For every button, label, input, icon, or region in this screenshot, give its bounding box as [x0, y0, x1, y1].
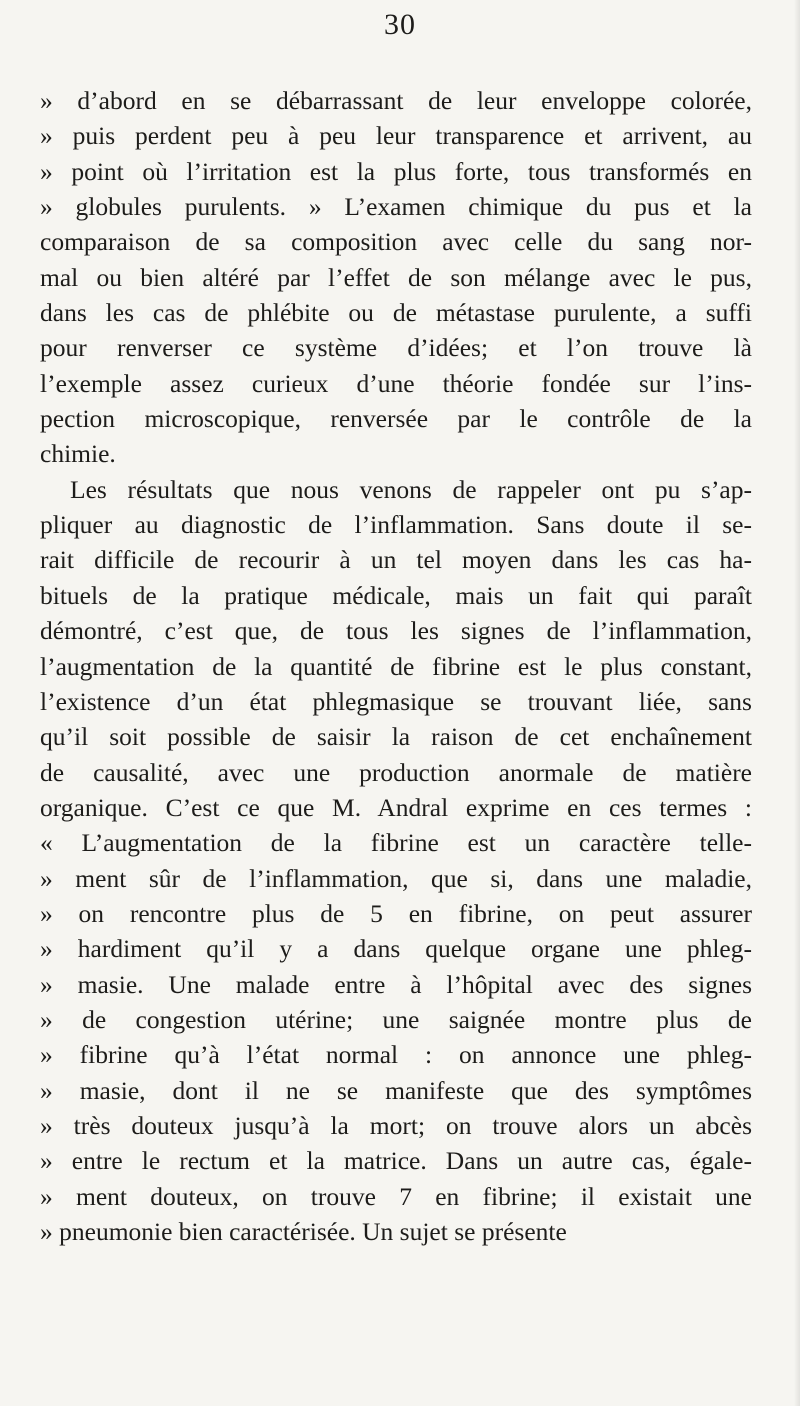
text-line: » pneumonie bien caractérisée. Un sujet se présente — [40, 1217, 567, 1246]
text-line: » globules purulents. » L’examen chimique du pus et la — [40, 192, 752, 222]
text-line: démontré, c’est que, de tous les signes de l’inflammation, — [40, 616, 752, 646]
text-line: » masie. Une malade entre à l’hôpital avec des signes — [40, 969, 752, 999]
text-line: l’existence d’un état phlegmasique se trouvant liée, sans — [40, 686, 752, 716]
text-line: Les résultats que nous venons de rappeler ont pu s’ap- — [70, 474, 752, 504]
text-line: » ment douteux, on trouve 7 en fibrine; il existait une — [40, 1181, 752, 1211]
text-line: organique. C’est ce que M. Andral exprime en ces termes : — [40, 792, 752, 822]
text-line: » entre le rectum et la matrice. Dans un autre cas, égale- — [40, 1146, 752, 1176]
text-line: » d’abord en se débarrassant de leur enveloppe colorée, — [40, 86, 752, 115]
text-line: bituels de la pratique médicale, mais un fait qui paraît — [40, 580, 752, 610]
text-line: » très douteux jusqu’à la mort; on trouve alors un abcès — [40, 1110, 752, 1140]
text-line: » de congestion utérine; une saignée montre plus de — [40, 1004, 752, 1034]
page-edge-shadow — [794, 0, 800, 1406]
text-line: pour renverser ce système d’idées; et l’on trouve là — [40, 333, 752, 363]
text-line: qu’il soit possible de saisir la raison de cet enchaînement — [40, 722, 752, 752]
text-line: dans les cas de phlébite ou de métastase purulente, a suffi — [40, 298, 752, 328]
text-line: pliquer au diagnostic de l’inflammation. Sans doute il se- — [40, 510, 752, 540]
text-line: l’exemple assez curieux d’une théorie fondée sur l’ins- — [40, 368, 752, 398]
text-line: » point où l’irritation est la plus forte, tous transformés en — [40, 156, 752, 186]
text-line: » puis perdent peu à peu leur transparence et arrivent, au — [40, 121, 752, 151]
body-text — [40, 83, 752, 1249]
text-line: rait difficile de recourir à un tel moyen dans les cas ha- — [40, 545, 752, 575]
page-number: 30 — [384, 8, 416, 41]
text-line: » ment sûr de l’inflammation, que si, dans une maladie, — [40, 863, 752, 893]
text-line: comparaison de sa composition avec celle du sang nor- — [40, 227, 752, 257]
text-line: de causalité, avec une production anormale de matière — [40, 757, 752, 787]
text-line: » hardiment qu’il y a dans quelque organe une phleg- — [40, 934, 752, 964]
text-line: » on rencontre plus de 5 en fibrine, on peut assurer — [40, 898, 752, 928]
text-line: » fibrine qu’à l’état normal : on annonce une phleg- — [40, 1040, 752, 1070]
text-line: l’augmentation de la quantité de fibrine est le plus constant, — [40, 651, 752, 681]
text-line: pection microscopique, renversée par le contrôle de la — [40, 404, 752, 434]
text-line: « L’augmentation de la fibrine est un caractère telle- — [40, 828, 752, 858]
text-line: » masie, dont il ne se manifeste que des symptômes — [40, 1075, 752, 1105]
text-line: chimie. — [40, 439, 116, 469]
text-line: mal ou bien altéré par l’effet de son mélange avec le pus, — [40, 262, 752, 292]
